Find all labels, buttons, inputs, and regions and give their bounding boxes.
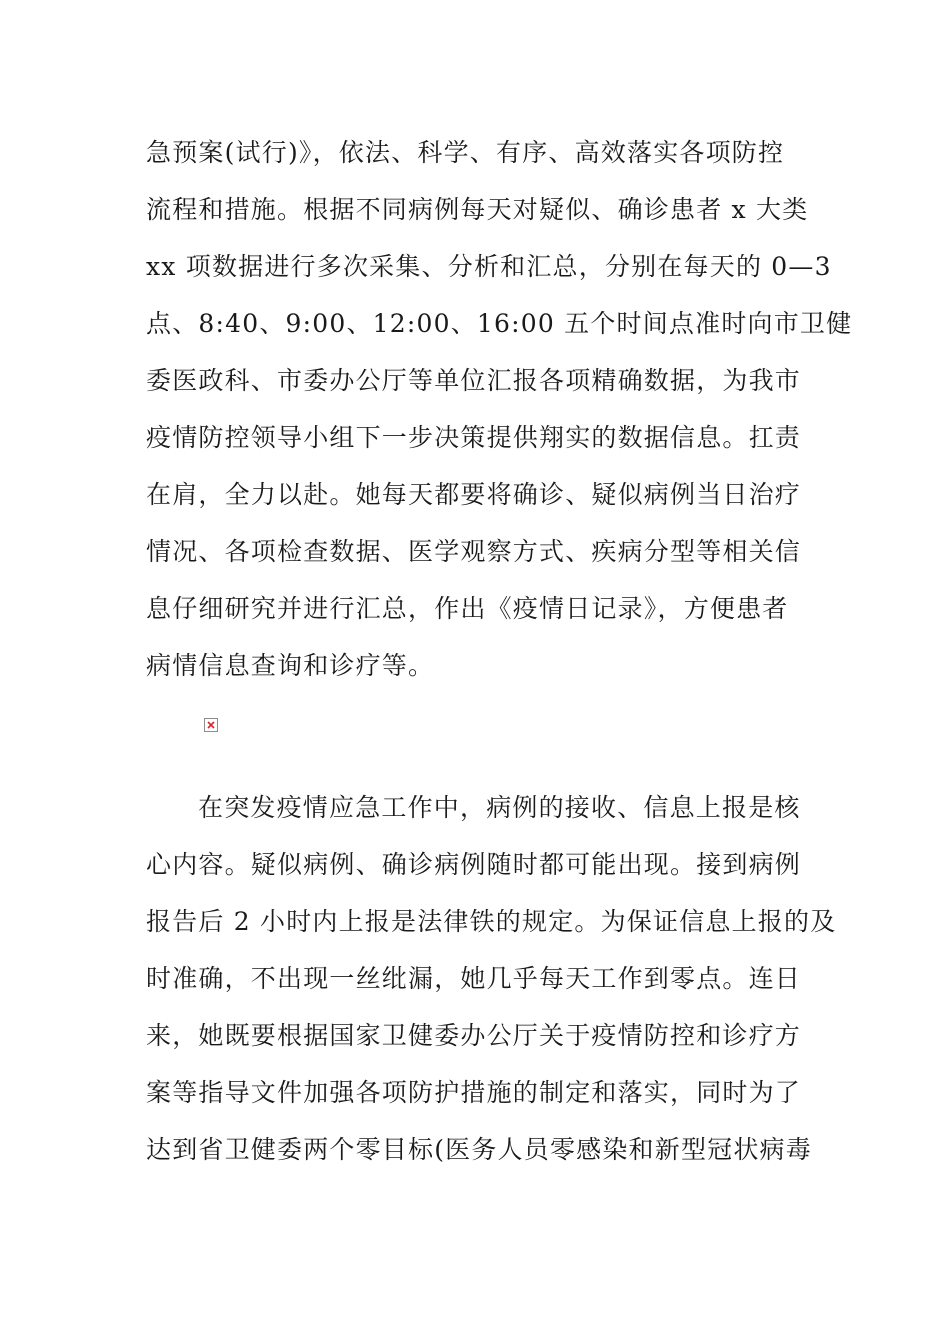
paragraph2-line-4: 时准确，不出现一丝纰漏，她几乎每天工作到零点。连日 — [146, 964, 802, 993]
paragraph1-line-9: 息仔细研究并进行汇总，作出《疫情日记录》，方便患者 — [146, 594, 789, 623]
paragraph2-line-1: 在突发疫情应急工作中，病例的接收、信息上报是核 — [198, 793, 801, 822]
paragraph2-line-2: 心内容。疑似病例、确诊病例随时都可能出现。接到病例 — [146, 850, 802, 879]
paragraph1-line-6: 疫情防控领导小组下一步决策提供翔实的数据信息。扛责 — [146, 423, 802, 452]
paragraph2-line-7: 达到省卫健委两个零目标(医务人员零感染和新型冠状病毒 — [146, 1135, 812, 1164]
broken-image-cross-icon — [207, 721, 215, 729]
paragraph1-line-7: 在肩，全力以赴。她每天都要将确诊、疑似病例当日治疗 — [146, 480, 802, 509]
paragraph2-line-6: 案等指导文件加强各项防护措施的制定和落实，同时为了 — [146, 1078, 802, 1107]
paragraph1-line-5: 委医政科、市委办公厅等单位汇报各项精确数据，为我市 — [146, 366, 802, 395]
paragraph2-line-5: 来，她既要根据国家卫健委办公厅关于疫情防控和诊疗方 — [146, 1021, 802, 1050]
paragraph1-line-2: 流程和措施。根据不同病例每天对疑似、确诊患者 x 大类 — [146, 195, 809, 224]
broken-image-icon — [204, 718, 218, 732]
paragraph1-line-8: 情况、各项检查数据、医学观察方式、疾病分型等相关信 — [146, 537, 802, 566]
paragraph1-line-3: xx 项数据进行多次采集、分析和汇总，分别在每天的 0—3 — [146, 252, 832, 281]
paragraph1-line-10: 病情信息查询和诊疗等。 — [146, 651, 435, 680]
paragraph2-line-3: 报告后 2 小时内上报是法律铁的规定。为保证信息上报的及 — [146, 907, 837, 936]
paragraph1-line-4: 点、8:40、9:00、12:00、16:00 五个时间点准时向市卫健 — [146, 309, 853, 338]
paragraph1-line-1: 急预案(试行)》，依法、科学、有序、高效落实各项防控 — [146, 138, 785, 167]
